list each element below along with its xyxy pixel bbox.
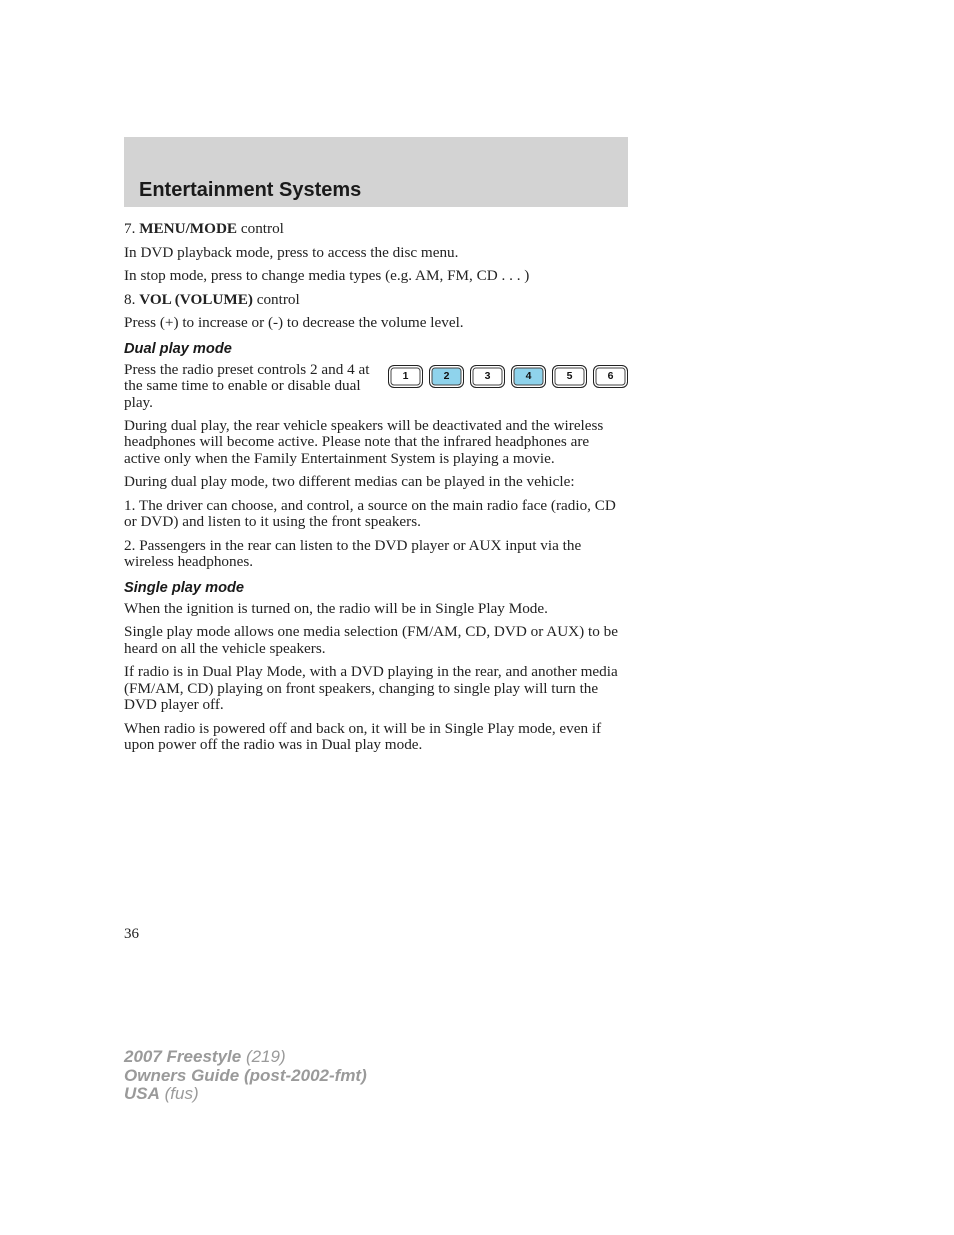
item-8-heading (124, 292, 628, 309)
preset-button-3: 3 (470, 365, 505, 388)
footer-line-3 (124, 1085, 367, 1104)
section-title: Entertainment Systems (139, 179, 362, 201)
page-number: 36 (124, 926, 139, 942)
single-play-paragraph-2: Single play mode allows one media selection (FM/AM, CD, DVD or AUX) to be heard on all the vehicle speakers. (124, 623, 618, 657)
dual-play-paragraph-4: 2. Passengers in the rear can listen to the DVD player or AUX input via the wireless headphones. (124, 536, 582, 570)
item-7-line-2: In stop mode, press to change media types (e.g. AM, FM, CD . . . ) (124, 267, 530, 284)
dual-play-intro-row (124, 362, 628, 411)
single-play-heading: Single play mode (124, 579, 245, 596)
footer-market-code: (fus) (164, 1084, 199, 1103)
footer-line-1 (124, 1048, 367, 1067)
preset-button-4: 4 (511, 365, 546, 388)
footer-line-2 (124, 1067, 367, 1086)
preset-button-5: 5 (552, 365, 587, 388)
item-8-line-1: Press (+) to increase or (-) to decrease the volume level. (124, 314, 464, 331)
page-content (124, 220, 628, 761)
item-8-number: 8. (124, 290, 136, 308)
footer-market: USA (124, 1084, 160, 1103)
dual-play-paragraph-2: During dual play mode, two different medias can be played in the vehicle: (124, 473, 575, 490)
single-play-paragraph-3: If radio is in Dual Play Mode, with a DVD playing in the rear, and another media (FM/AM, CD) playing on front speakers, changing to single play will turn the DVD player off. (124, 663, 618, 713)
dual-play-paragraph-3: 1. The driver can choose, and control, a source on the main radio face (radio, CD or DVD) and listen to it using the front speakers. (124, 496, 616, 530)
item-7-number: 7. (124, 220, 136, 237)
dual-play-intro: Press the radio preset controls 2 and 4 at the same time to enable or disable dual play. (124, 360, 370, 411)
dual-play-heading: Dual play mode (124, 340, 232, 357)
dual-play-paragraph-1: During dual play, the rear vehicle speakers will be deactivated and the wireless headphones will become active. Please note that the infrared headphones are active only when the Family Entertainment System is playing a movie. (124, 416, 604, 467)
document-footer (124, 1048, 367, 1104)
single-play-paragraph-1: When the ignition is turned on, the radio will be in Single Play Mode. (124, 599, 548, 617)
item-7-line-1: In DVD playback mode, press to access the disc menu. (124, 243, 459, 261)
footer-model-code: (219) (245, 1047, 286, 1066)
item-8-suffix: control (256, 290, 300, 308)
item-7-suffix: control (240, 220, 284, 237)
footer-model: 2007 Freestyle (124, 1047, 242, 1066)
preset-button-2: 2 (429, 365, 464, 388)
preset-button-6: 6 (593, 365, 628, 388)
section-header-band (124, 137, 628, 207)
item-7-label: MENU/MODE (139, 220, 238, 237)
preset-button-1: 1 (388, 365, 423, 388)
item-8-label: VOL (VOLUME) (139, 290, 253, 308)
item-7-heading (124, 221, 628, 238)
radio-preset-illustration (388, 365, 632, 389)
single-play-paragraph-4: When radio is powered off and back on, it will be in Single Play mode, even if upon power off the radio was in Dual play mode. (124, 719, 602, 753)
footer-guide: Owners Guide (post-2002-fmt) (124, 1065, 367, 1085)
